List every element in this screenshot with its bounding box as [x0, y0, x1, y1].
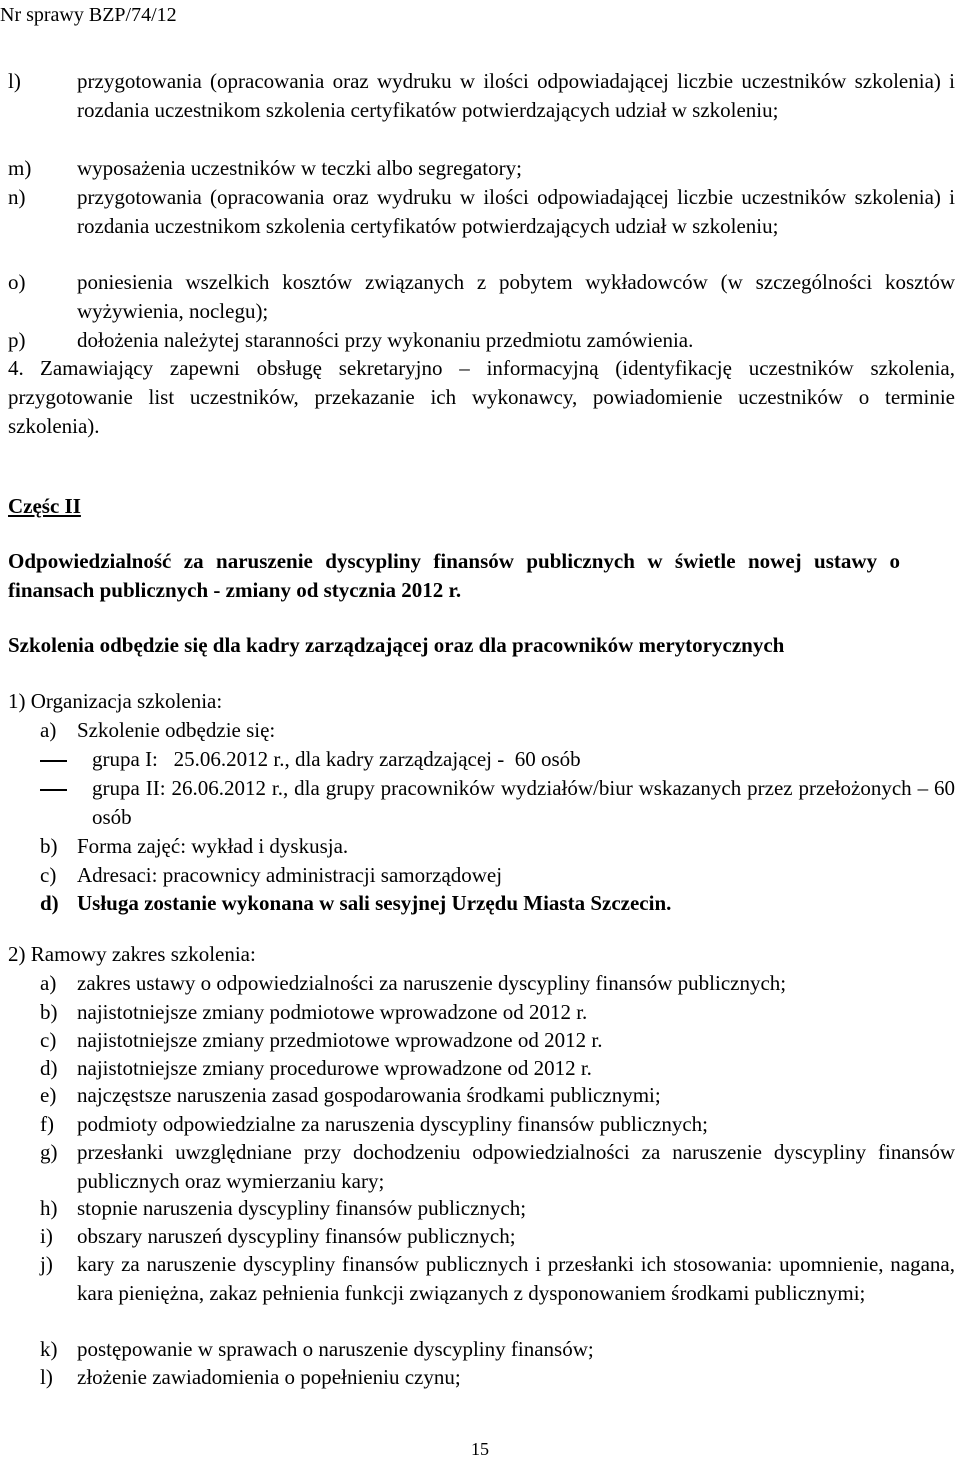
section-1-item-d [0, 889, 955, 918]
section-2-item-g [0, 1138, 955, 1196]
list-marker: h) [40, 1196, 58, 1220]
list-text: przygotowania (opracowania oraz wydruku w ilości odpowiadającej liczbie uczestników szkolenia) i rozdania uczestnikom szkolenia certyfikatów potwierdzających udział w szkoleniu; [77, 69, 955, 122]
list-text: najistotniejsze zmiany procedurowe wprowadzone od 2012 r. [77, 1056, 592, 1080]
list-text: najistotniejsze zmiany podmiotowe wprowadzone od 2012 r. [77, 1000, 588, 1024]
list-marker: b) [40, 834, 58, 858]
point-text: Zamawiający zapewni obsługę sekretaryjno – informacyjną (identyfikację uczestników szkolenia, przygotowanie list uczestników, przekazanie ich wykonawcy, powiadomienie uczestników o terminie szkolenia). [8, 356, 955, 438]
part-title-text: Odpowiedzialność za naruszenie dyscypliny finansów publicznych w świetle nowej ustawy o finansach publicznych - zmiany od stycznia 2012 r. [8, 549, 900, 602]
section-2-item-i [0, 1222, 955, 1251]
list-item-m [0, 154, 955, 183]
list-text: Usługa zostanie wykonana w sali sesyjnej Urzędu Miasta Szczecin. [77, 891, 672, 915]
list-text: wyposażenia uczestników w teczki albo segregatory; [77, 156, 522, 180]
section-2-item-k [0, 1335, 955, 1364]
section-2-item-f [0, 1110, 955, 1139]
section-2-item-l [0, 1363, 955, 1392]
section-2-item-d [0, 1054, 955, 1083]
group-2-line [0, 774, 955, 832]
section-1-heading: 1) Organizacja szkolenia: [8, 689, 223, 713]
list-marker: a) [40, 718, 57, 742]
point-marker: 4. [8, 356, 24, 380]
section-2-item-c [0, 1026, 955, 1055]
group-text: grupa I: 25.06.2012 r., dla kadry zarządzającej - 60 osób [92, 747, 581, 771]
list-marker: g) [40, 1140, 58, 1164]
list-marker: a) [40, 971, 57, 995]
list-item-l [0, 67, 955, 125]
list-item-o [0, 268, 955, 326]
section-2-heading: 2) Ramowy zakres szkolenia: [8, 942, 256, 966]
list-marker: m) [8, 156, 32, 180]
list-text: dołożenia należytej staranności przy wykonaniu przedmiotu zamówienia. [77, 328, 694, 352]
list-text: zakres ustawy o odpowiedzialności za naruszenie dyscypliny finansów publicznych; [77, 971, 787, 995]
list-item-n [0, 183, 955, 241]
list-text: postępowanie w sprawach o naruszenie dyscypliny finansów; [77, 1337, 594, 1361]
section-1-item-a [0, 716, 955, 745]
list-text: poniesienia wszelkich kosztów związanych z pobytem wykładowców (w szczególności kosztów wyżywienia, noclegu); [77, 270, 955, 323]
list-marker: c) [40, 863, 57, 887]
list-marker: p) [8, 328, 26, 352]
list-marker: d) [40, 1056, 58, 1080]
list-text: stopnie naruszenia dyscypliny finansów publicznych; [77, 1196, 527, 1220]
list-text: kary za naruszenie dyscypliny finansów publicznych i przesłanki ich stosowania: upomnienie, nagana, kara pieniężna, zakaz pełnienia funkcji związanych z dysponowaniem środkami publicznymi; [77, 1252, 955, 1305]
list-marker: e) [40, 1083, 57, 1107]
list-text: Szkolenie odbędzie się: [77, 718, 276, 742]
list-text: najczęstsze naruszenia zasad gospodarowania środkami publicznymi; [77, 1083, 661, 1107]
list-marker: o) [8, 270, 26, 294]
group-text: grupa II: 26.06.2012 r., dla grupy pracowników wydziałów/biur wskazanych przez przełożonych – 60 osób [92, 776, 955, 829]
page-number: 15 [471, 1439, 489, 1459]
list-item-p [0, 326, 955, 355]
part-title [0, 547, 900, 605]
list-marker: n) [8, 185, 26, 209]
part-label: Częśc II [8, 494, 81, 518]
list-marker: j) [40, 1252, 53, 1276]
list-text: przesłanki uwzględniane przy dochodzeniu odpowiedzialności za naruszenie dyscypliny finansów publicznych oraz wymierzaniu kary; [77, 1140, 955, 1193]
point-4 [0, 354, 955, 441]
list-text: obszary naruszeń dyscypliny finansów publicznych; [77, 1224, 516, 1248]
list-text: przygotowania (opracowania oraz wydruku w ilości odpowiadającej liczbie uczestników szkolenia) i rozdania uczestnikom szkolenia certyfikatów potwierdzających udział w szkoleniu; [77, 185, 955, 238]
group-1-line [0, 745, 955, 774]
list-marker: b) [40, 1000, 58, 1024]
section-1-item-b [0, 832, 955, 861]
list-marker: l) [40, 1365, 53, 1389]
list-marker: l) [8, 69, 21, 93]
list-text: podmioty odpowiedzialne za naruszenia dyscypliny finansów publicznych; [77, 1112, 708, 1136]
dash-bullet [40, 774, 70, 803]
list-text: złożenie zawiadomienia o popełnieniu czynu; [77, 1365, 461, 1389]
list-text: Forma zajęć: wykład i dyskusja. [77, 834, 349, 858]
list-text: najistotniejsze zmiany przedmiotowe wprowadzone od 2012 r. [77, 1028, 603, 1052]
list-text: Adresaci: pracownicy administracji samorządowej [77, 863, 503, 887]
section-2-item-h [0, 1194, 955, 1223]
list-marker: k) [40, 1337, 58, 1361]
dash-bullet [40, 745, 70, 774]
list-marker: d) [40, 891, 59, 915]
section-2-item-e [0, 1081, 955, 1110]
case-number-header: Nr sprawy BZP/74/12 [0, 4, 177, 26]
section-2-item-b [0, 998, 955, 1027]
section-1-item-c [0, 861, 955, 890]
list-marker: i) [40, 1224, 53, 1248]
list-marker: f) [40, 1112, 54, 1136]
list-marker: c) [40, 1028, 57, 1052]
section-2-item-a [0, 969, 955, 998]
section-2-item-j [0, 1250, 955, 1308]
audience-line: Szkolenia odbędzie się dla kadry zarządzającej oraz dla pracowników merytorycznych [8, 633, 785, 657]
